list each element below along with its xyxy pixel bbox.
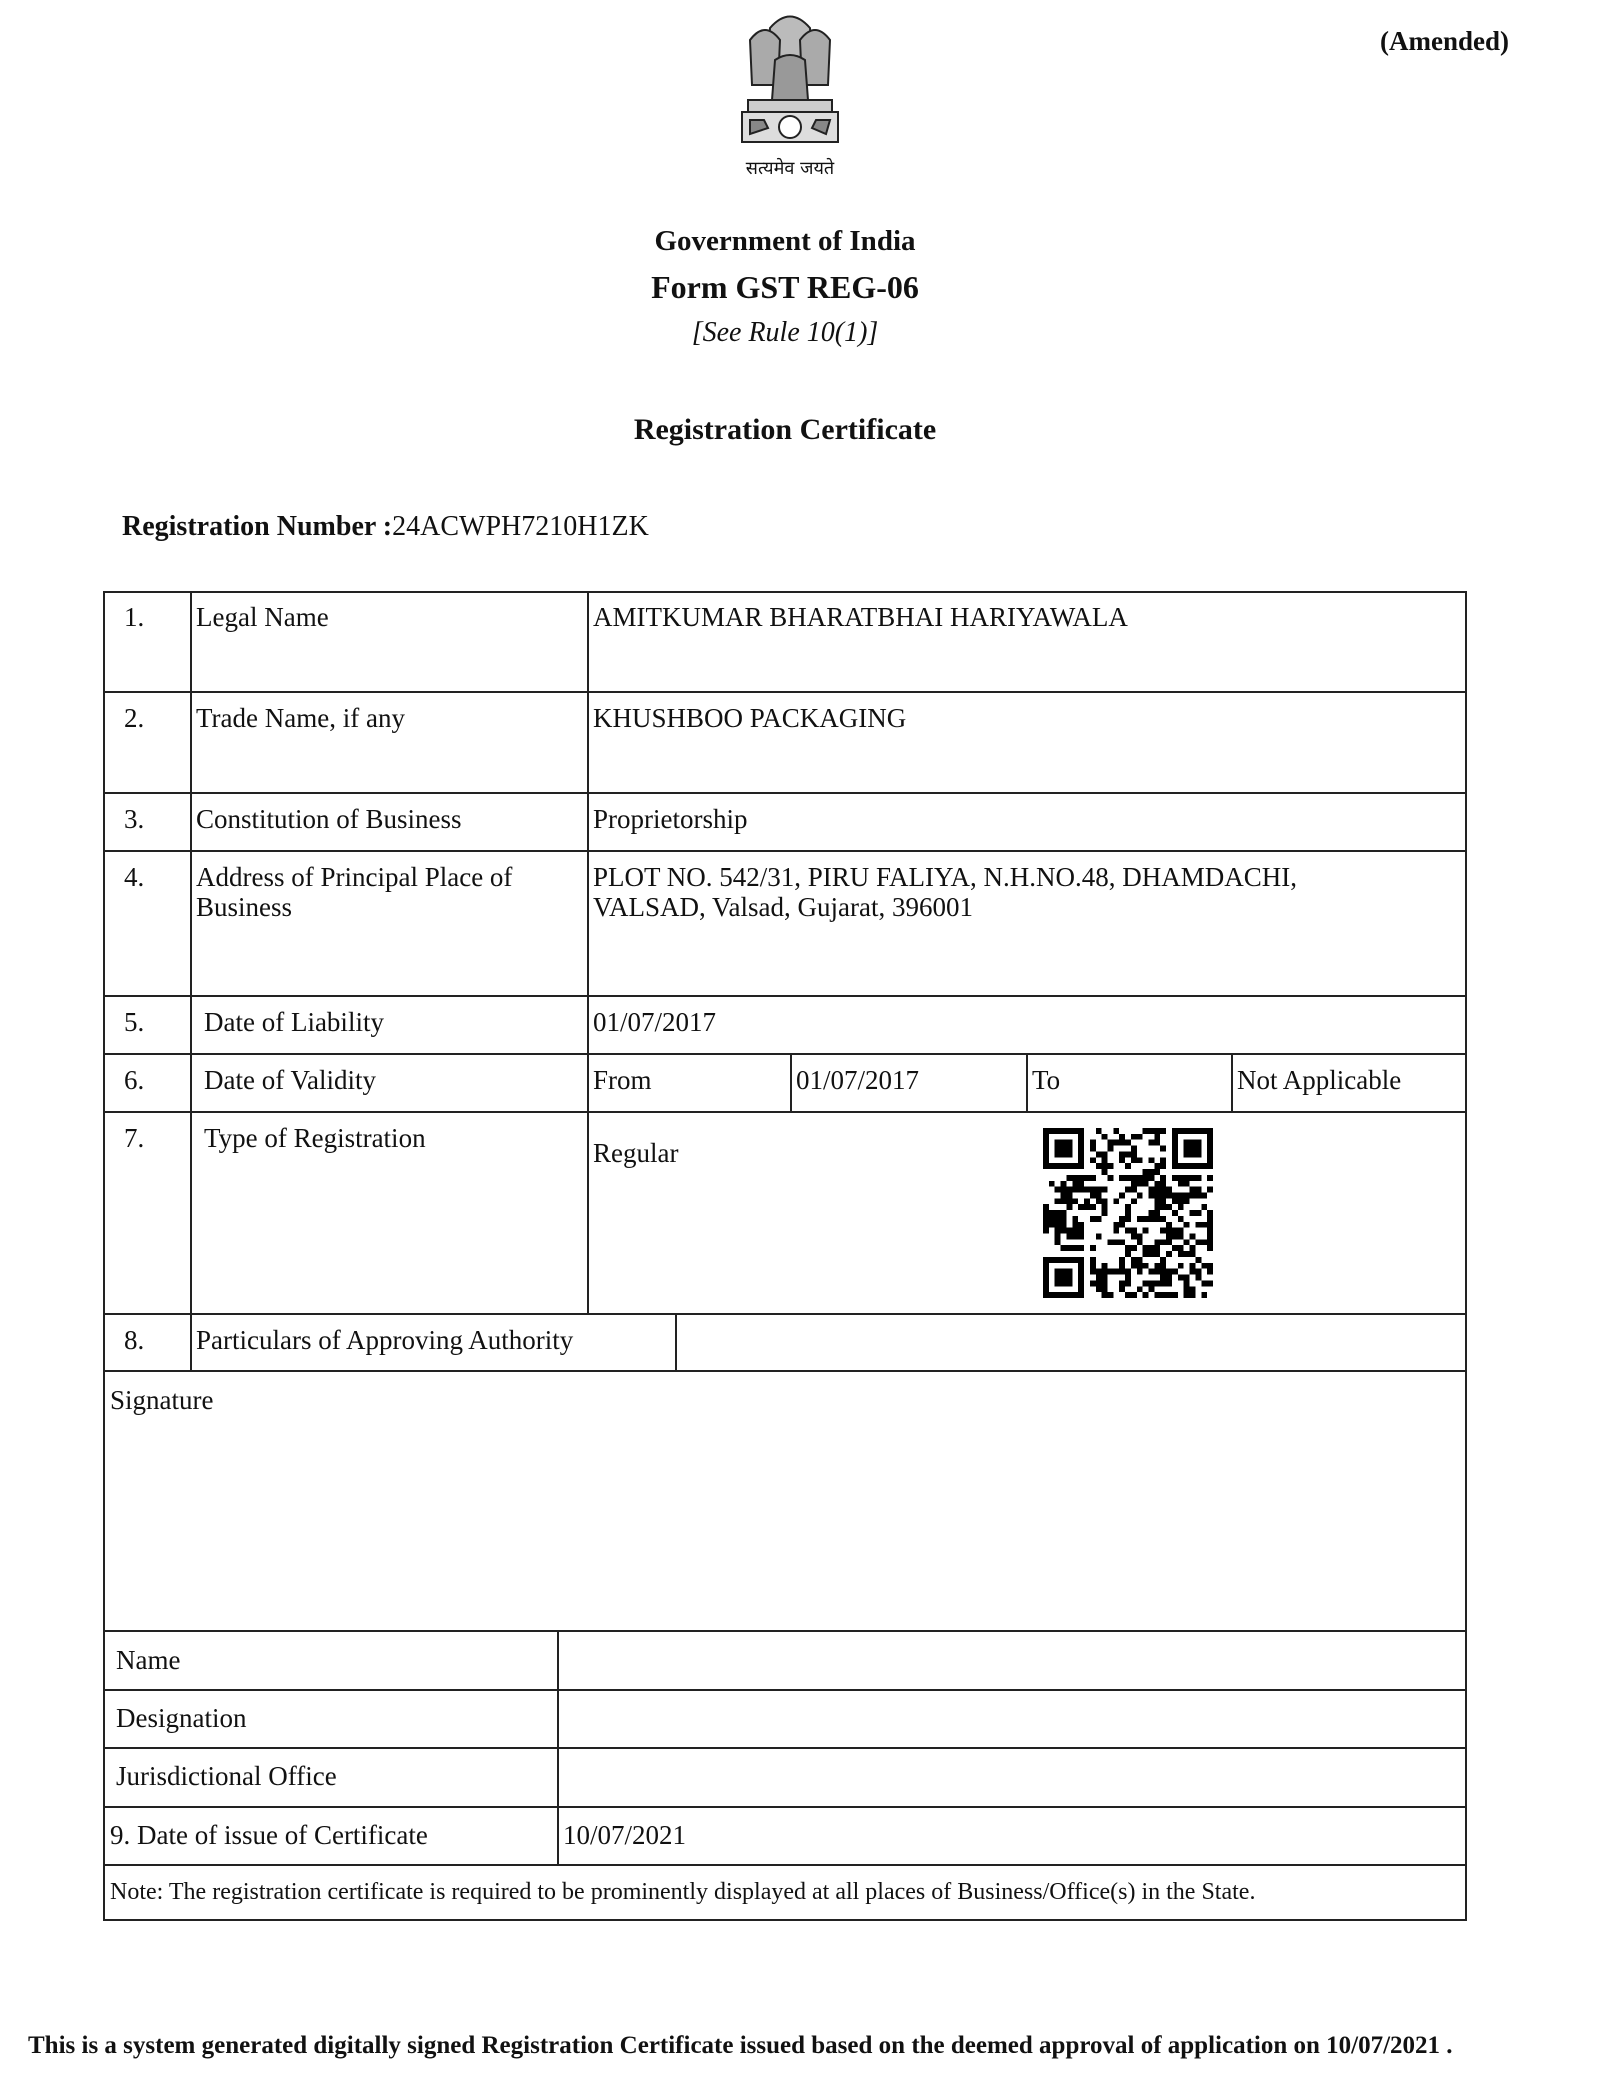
approving-authority-label: Particulars of Approving Authority <box>196 1325 574 1355</box>
certificate-title: Registration Certificate <box>633 413 937 446</box>
trade-name-value: KHUSHBOO PACKAGING <box>593 703 907 733</box>
liability-date-value: 01/07/2017 <box>593 1007 717 1037</box>
registration-type-value: Regular <box>593 1138 679 1168</box>
legal-name-label: Legal Name <box>196 602 329 632</box>
legal-name-value: AMITKUMAR BHARATBHAI HARIYAWALA <box>593 602 1128 632</box>
validity-from-label: From <box>593 1065 652 1095</box>
row-2-number: 2. <box>124 703 145 733</box>
form-title: Form GST REG-06 <box>651 269 919 305</box>
registration-number: 24ACWPH7210H1ZK <box>392 511 649 542</box>
address-label-line1: Address of Principal Place of <box>196 862 513 892</box>
row-4-number: 4. <box>124 862 145 892</box>
registration-number-line <box>122 511 649 543</box>
designation-label: Designation <box>116 1703 247 1733</box>
row-7-number: 7. <box>124 1123 145 1153</box>
row-1-number: 1. <box>124 602 145 632</box>
row-8-number: 8. <box>124 1325 145 1355</box>
liability-date-label: Date of Liability <box>204 1007 384 1037</box>
system-generated-footer: This is a system generated digitally signed Registration Certificate issued based on the deemed approval of application on 10/07/2021 . <box>28 2032 1453 2059</box>
certificate-table <box>103 591 1467 1921</box>
validity-from-value: 01/07/2017 <box>796 1065 920 1095</box>
qr-code-icon <box>1043 1128 1213 1298</box>
validity-to-label: To <box>1032 1065 1061 1095</box>
validity-to-value: Not Applicable <box>1237 1065 1402 1095</box>
government-heading: Government of India <box>654 225 916 257</box>
display-note: Note: The registration certificate is required to be prominently displayed at all places of Business/Office(s) in the State. <box>110 1879 1256 1905</box>
registration-type-label: Type of Registration <box>204 1123 426 1153</box>
signature-label: Signature <box>110 1385 214 1415</box>
emblem-motto: सत्यमेव जयते <box>745 158 835 179</box>
constitution-label: Constitution of Business <box>196 804 462 834</box>
row-6-number: 6. <box>124 1065 145 1095</box>
registration-number-label: Registration Number : <box>122 511 393 542</box>
row-3-number: 3. <box>124 804 145 834</box>
name-label: Name <box>116 1645 181 1675</box>
amended-label: (Amended) <box>1380 26 1509 56</box>
issue-date-label: 9. Date of issue of Certificate <box>110 1820 428 1850</box>
row-5-number: 5. <box>124 1007 145 1037</box>
rule-reference: [See Rule 10(1)] <box>691 317 879 348</box>
validity-label: Date of Validity <box>204 1065 376 1095</box>
constitution-value: Proprietorship <box>593 804 748 834</box>
issue-date-value: 10/07/2021 <box>563 1820 687 1850</box>
jurisdictional-office-label: Jurisdictional Office <box>116 1761 337 1791</box>
address-label-line2: Business <box>196 892 293 922</box>
trade-name-label: Trade Name, if any <box>196 703 405 733</box>
address-value-line1: PLOT NO. 542/31, PIRU FALIYA, N.H.NO.48, DHAMDACHI, <box>593 862 1298 892</box>
address-value-line2: VALSAD, Valsad, Gujarat, 396001 <box>593 892 973 922</box>
